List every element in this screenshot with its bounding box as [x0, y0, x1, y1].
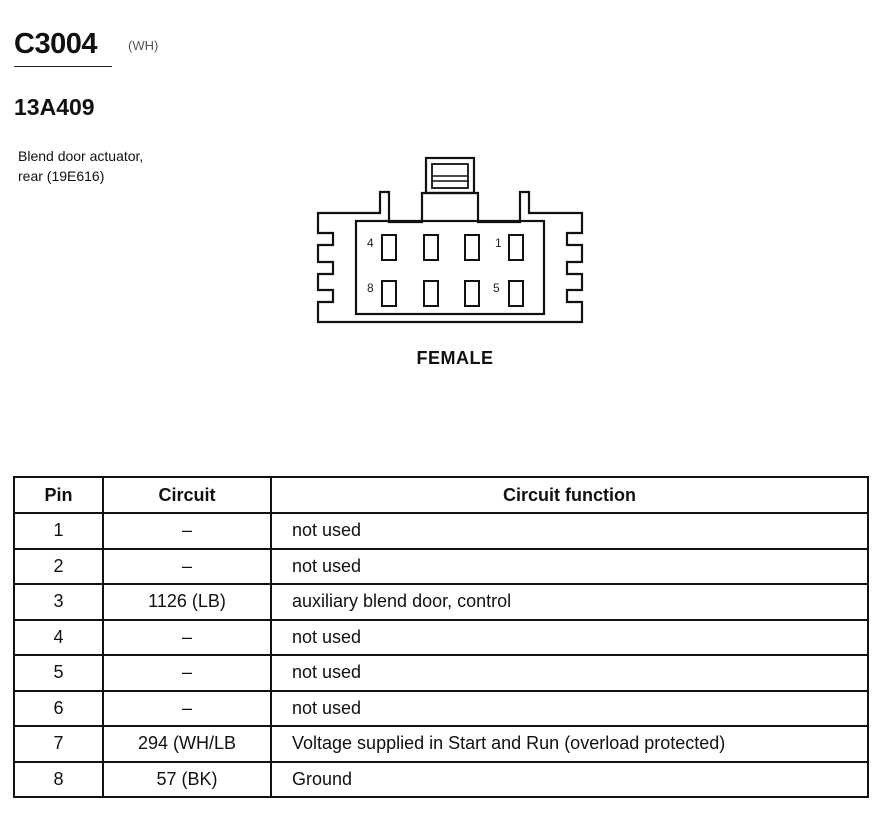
function-cell: auxiliary blend door, control [271, 584, 868, 620]
circuit-cell: – [103, 655, 271, 691]
circuit-cell: – [103, 691, 271, 727]
table-row [14, 762, 868, 798]
pin-cell: 7 [14, 726, 103, 762]
pin-label-1: 1 [495, 236, 502, 250]
description-line-1: Blend door actuator, [18, 148, 144, 164]
pin-cell: 6 [14, 691, 103, 727]
circuit-cell: – [103, 620, 271, 656]
function-cell: not used [271, 655, 868, 691]
function-cell: Voltage supplied in Start and Run (overload protected) [271, 726, 868, 762]
pin-label-5: 5 [493, 281, 500, 295]
pin-terminal-3 [424, 235, 438, 260]
table-row [14, 584, 868, 620]
connector-color-code: (WH) [128, 38, 159, 53]
description-line-2: rear (19E616) [18, 168, 105, 184]
pin-cell: 8 [14, 762, 103, 798]
connector-face-diagram [0, 0, 884, 400]
pin-cell: 1 [14, 513, 103, 549]
connector-gender-label: FEMALE [416, 348, 494, 368]
function-cell: not used [271, 691, 868, 727]
pin-label-4: 4 [367, 236, 374, 250]
function-cell: Ground [271, 762, 868, 798]
pin-terminal-7 [424, 281, 438, 306]
table-row [14, 620, 868, 656]
pin-cell: 3 [14, 584, 103, 620]
table-row [14, 513, 868, 549]
pin-terminal-1 [509, 235, 523, 260]
circuit-cell: 57 (BK) [103, 762, 271, 798]
table-row [14, 726, 868, 762]
part-number: 13A409 [14, 94, 95, 120]
pin-terminal-8 [382, 281, 396, 306]
function-cell: not used [271, 513, 868, 549]
pin-cell: 2 [14, 549, 103, 585]
table-header-row [14, 477, 868, 513]
function-cell: not used [271, 549, 868, 585]
connector-housing-outline [318, 192, 582, 322]
pin-label-8: 8 [367, 281, 374, 295]
circuit-cell: 1126 (LB) [103, 584, 271, 620]
table-row [14, 549, 868, 585]
table-row [14, 691, 868, 727]
pin-terminal-5 [509, 281, 523, 306]
table-row [14, 655, 868, 691]
function-cell: not used [271, 620, 868, 656]
header-circuit-function: Circuit function [271, 477, 868, 513]
pin-terminal-6 [465, 281, 479, 306]
pin-terminal-4 [382, 235, 396, 260]
header-circuit: Circuit [103, 477, 271, 513]
header-pin: Pin [14, 477, 103, 513]
circuit-cell: 294 (WH/LB [103, 726, 271, 762]
pin-cell: 5 [14, 655, 103, 691]
circuit-cell: – [103, 513, 271, 549]
connector-id: C3004 [14, 28, 97, 60]
pin-cell: 4 [14, 620, 103, 656]
circuit-cell: – [103, 549, 271, 585]
pin-terminal-2 [465, 235, 479, 260]
pin-table [13, 476, 869, 798]
